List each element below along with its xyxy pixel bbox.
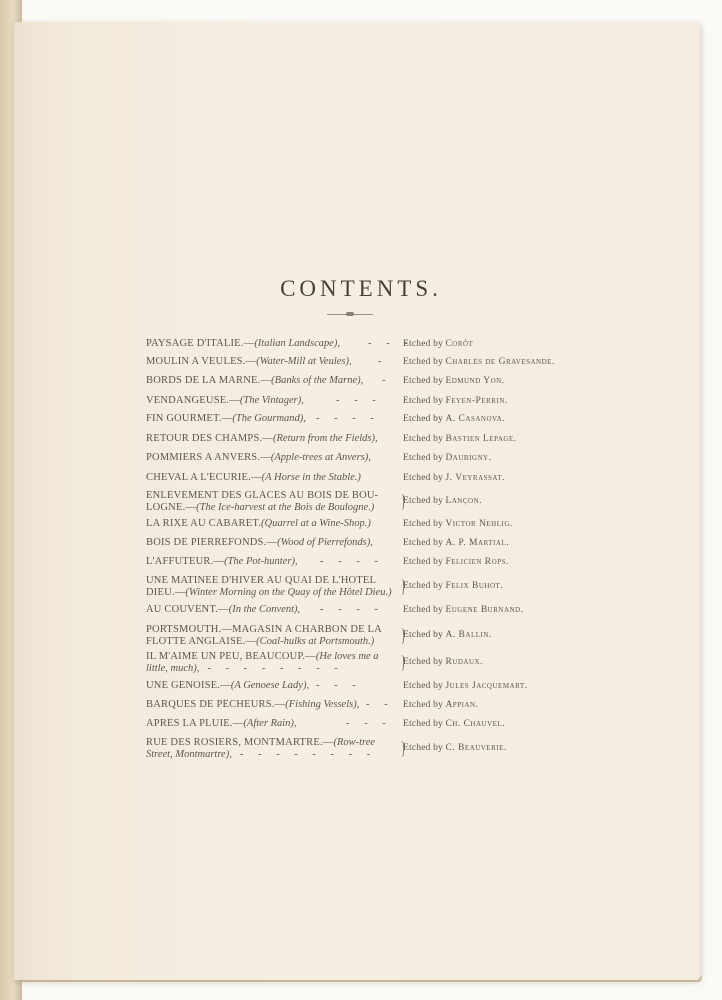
plate-translation: (Row-tree <box>333 737 376 748</box>
entry-title-block <box>146 433 396 445</box>
artist-name: Felicien Rops. <box>445 557 509 567</box>
plate-translation: (He loves me a <box>315 651 379 662</box>
plate-translation: (The Vintager), <box>239 395 304 406</box>
plate-translation: (A Horse in the Stable.) <box>261 472 361 483</box>
leader-dashes: - - - <box>316 680 362 691</box>
etched-by-label: Etched by <box>403 700 444 710</box>
artist-name: Eugene Burnand. <box>445 605 524 615</box>
etched-by-label: Etched by <box>403 376 444 386</box>
plate-translation: (The Pot-hunter), <box>224 556 298 567</box>
entry-title-block <box>146 575 396 599</box>
plate-title: PAYSAGE D'ITALIE.— <box>146 338 255 349</box>
plate-title-continued: FLOTTE ANGLAISE.— <box>146 636 257 647</box>
plate-translation: (Water-Mill at Veules), <box>256 356 352 367</box>
etcher-credit <box>403 581 503 591</box>
etched-by-label: Etched by <box>403 357 444 367</box>
plate-title: BORDS DE LA MARNE.— <box>146 375 272 386</box>
plate-translation-continued: (Coal-hulks at Portsmouth.) <box>256 636 375 647</box>
artist-name: Victor Nehlig. <box>445 519 513 529</box>
plate-translation: (Wood of Pierrefonds), <box>277 537 373 548</box>
leader-dashes: - - - <box>346 718 392 729</box>
etched-by-label: Etched by <box>403 496 444 506</box>
entry-title-block <box>146 452 396 464</box>
artist-name: Lançon. <box>445 496 483 506</box>
plate-translation: (In the Convent), <box>228 604 301 615</box>
plate-translation: (The Gourmand), <box>232 413 306 424</box>
entry-title-block <box>146 490 396 514</box>
entry-title-block <box>146 472 396 484</box>
leader-dashes: - <box>382 375 392 386</box>
artist-name: A. Ballin. <box>445 630 492 640</box>
etched-by-label: Etched by <box>403 681 444 691</box>
plate-title: IL M'AIME UN PEU, BEAUCOUP.— <box>146 651 316 662</box>
plate-title: BOIS DE PIERREFONDS.— <box>146 537 278 548</box>
entry-title-block <box>146 699 396 711</box>
entry-title-block <box>146 375 396 387</box>
etched-by-label: Etched by <box>403 538 444 548</box>
artist-name: Daubigny. <box>445 453 492 463</box>
artist-name: J. Veyrassat. <box>445 473 505 483</box>
entry-second-line <box>146 502 396 514</box>
title-ornament <box>346 312 354 316</box>
plate-translation-continued: (The Ice-harvest at the Bois de Boulogne.) <box>196 502 375 513</box>
plate-title-continued: LOGNE.— <box>146 502 197 513</box>
etched-by-label: Etched by <box>403 581 444 591</box>
plate-translation-continued: Street, Montmartre), <box>146 749 232 760</box>
artist-name: A. Casanova. <box>445 414 506 424</box>
plate-title: UNE MATINÉE D'HIVER AU QUAI DE L'HÔTEL <box>146 575 377 586</box>
artist-name: Corôt <box>445 339 474 349</box>
plate-title: RUE DES ROSIERS, MONTMARTRE.— <box>146 737 334 748</box>
entry-title-block <box>146 737 396 761</box>
plate-translation: (Fishing Vessels), <box>285 699 360 710</box>
etcher-credit <box>403 396 508 406</box>
plate-translation: (Apple-trees at Anvers), <box>270 452 371 463</box>
plate-title: PORTSMOUTH.—MAGASIN A CHARBON DE LA <box>146 624 382 635</box>
plate-title: LA RIXE AU CABARET. <box>146 518 262 529</box>
entry-second-line <box>146 636 396 648</box>
plate-translation: (A Genoese Lady), <box>230 680 310 691</box>
etcher-credit <box>403 414 505 424</box>
etched-by-label: Etched by <box>403 605 444 615</box>
etched-by-label: Etched by <box>403 414 444 424</box>
plate-translation: (After Rain), <box>243 718 297 729</box>
leader-dashes: - <box>378 356 388 367</box>
etcher-credit <box>403 630 492 640</box>
etched-by-label: Etched by <box>403 434 444 444</box>
artist-name: Jules Jacquemart. <box>445 681 528 691</box>
plate-title: L'AFFUTEUR.— <box>146 556 225 567</box>
plate-title: ENLÈVEMENT DES GLACES AU BOIS DE BOU- <box>146 490 379 501</box>
artist-name: Charles de Gravesande. <box>445 357 555 367</box>
leader-dashes: - - <box>366 699 394 710</box>
plate-title: APRÈS LA PLUIE.— <box>146 718 244 729</box>
artist-name: Rudaux. <box>445 657 483 667</box>
etcher-credit <box>403 453 491 463</box>
artist-name: Feyen-Perrin. <box>445 396 508 406</box>
plate-translation: (Quarrel at a Wine-Shop.) <box>261 518 371 529</box>
entry-title-block <box>146 537 396 549</box>
etcher-credit <box>403 681 528 691</box>
brace-mark: } <box>400 652 406 672</box>
etcher-credit <box>403 605 524 615</box>
entry-title-block <box>146 356 396 368</box>
artist-name: Appian. <box>445 700 479 710</box>
brace-mark: } <box>400 576 406 596</box>
entry-second-line <box>146 749 396 761</box>
plate-title: VENDANGEUSE.— <box>146 395 240 406</box>
etcher-credit <box>403 519 513 529</box>
etched-by-label: Etched by <box>403 719 444 729</box>
etcher-credit <box>403 434 517 444</box>
artist-name: Edmund Yon. <box>445 376 505 386</box>
etcher-credit <box>403 557 509 567</box>
etcher-credit <box>403 657 483 667</box>
plate-title: BARQUES DE PÊCHEURS.— <box>146 699 286 710</box>
etcher-credit <box>403 496 482 506</box>
entry-title-block <box>146 518 396 530</box>
etcher-credit <box>403 700 478 710</box>
leader-dashes: - - - - <box>320 604 384 615</box>
entry-title-block <box>146 651 396 675</box>
etcher-credit <box>403 357 555 367</box>
plate-title-continued: DIEU.— <box>146 587 186 598</box>
etcher-credit <box>403 339 473 349</box>
etcher-credit <box>403 719 505 729</box>
artist-name: A. P. Martial. <box>445 538 510 548</box>
artist-name: Felix Buhot. <box>445 581 504 591</box>
brace-mark: } <box>400 738 406 758</box>
entry-second-line <box>146 587 396 599</box>
etched-by-label: Etched by <box>403 473 444 483</box>
leader-dashes: - - - <box>368 338 414 349</box>
plate-title: RETOUR DES CHAMPS.— <box>146 433 274 444</box>
page-title: CONTENTS. <box>280 276 442 301</box>
artist-name: C. Beauverie. <box>445 743 507 753</box>
plate-title: FIN GOURMET.— <box>146 413 233 424</box>
etched-by-label: Etched by <box>403 453 444 463</box>
plate-title: AU COUVENT.— <box>146 604 229 615</box>
plate-title: UNE GENOISE.— <box>146 680 231 691</box>
plate-translation-continued: (Winter Morning on the Quay of the Hôtel Dieu.) <box>185 587 392 598</box>
plate-title: CHEVAL A L'ÉCURIE.— <box>146 472 262 483</box>
artist-name: Bastien Lepage. <box>445 434 517 444</box>
etched-by-label: Etched by <box>403 630 444 640</box>
leader-dashes: - - - - - - - - <box>239 749 377 760</box>
etcher-credit <box>403 538 509 548</box>
plate-translation: (Banks of the Marne), <box>271 375 364 386</box>
plate-translation-continued: little, much), <box>146 663 200 674</box>
entry-second-line <box>146 663 396 675</box>
etcher-credit <box>403 473 505 483</box>
leader-dashes: - - - - - - - - <box>207 663 344 674</box>
plate-title: POMMIERS A ANVERS.— <box>146 452 271 463</box>
brace-mark: } <box>400 625 406 645</box>
etcher-credit <box>403 743 507 753</box>
etched-by-label: Etched by <box>403 519 444 529</box>
entry-title-block <box>146 338 396 350</box>
plate-title: MOULIN A VEULES.— <box>146 356 257 367</box>
leader-dashes: - - - - <box>316 413 380 424</box>
etched-by-label: Etched by <box>403 339 444 349</box>
artist-name: Ch. Chauvel. <box>445 719 506 729</box>
etched-by-label: Etched by <box>403 743 444 753</box>
etched-by-label: Etched by <box>403 396 444 406</box>
leader-dashes: - - - <box>336 395 382 406</box>
entry-title-block <box>146 624 396 648</box>
etcher-credit <box>403 376 505 386</box>
etched-by-label: Etched by <box>403 657 444 667</box>
etched-by-label: Etched by <box>403 557 444 567</box>
plate-translation: (Italian Landscape), <box>254 338 341 349</box>
leader-dashes: - - - - <box>320 556 384 567</box>
brace-mark: } <box>400 491 406 511</box>
plate-translation: (Return from the Fields), <box>273 433 378 444</box>
